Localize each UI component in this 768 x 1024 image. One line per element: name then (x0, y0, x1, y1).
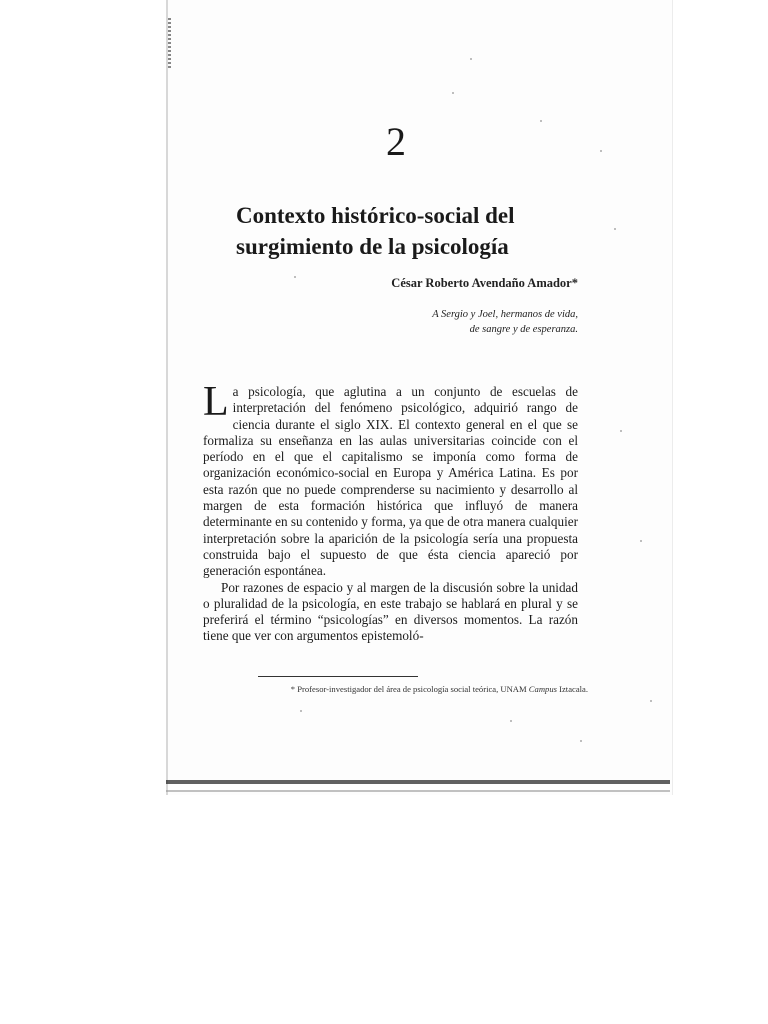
dedication-line-1: A Sergio y Joel, hermanos de vida, (432, 309, 578, 320)
scan-speck (580, 740, 582, 742)
scan-speck (452, 92, 454, 94)
dedication (360, 307, 578, 337)
chapter-number: 2 (386, 119, 406, 164)
chapter-title (236, 200, 596, 262)
scan-speck (640, 540, 642, 542)
chapter-title-line-1: Contexto histórico-social del (236, 203, 515, 228)
scan-speck (300, 710, 302, 712)
footnote-text: * Profesor-investigador del área de psicología social teórica, UNAM (290, 684, 529, 694)
scan-speck (294, 276, 296, 278)
binding-shadow (168, 18, 171, 70)
drop-cap: L (203, 379, 229, 425)
paragraph-2: Por razones de espacio y al margen de la discusión sobre la unidad o pluralidad de la psicología, en este trabajo se hablará en plural y se preferirá el término “psicologías” en diversos momentos. La razón tiene que ver con argumentos epistemoló- (203, 579, 578, 644)
page-bottom-edge (166, 780, 670, 784)
page-bottom-shadow (166, 790, 670, 792)
paragraph-1-text: a psicología, que aglutina a un conjunto de escuelas de interpretación del fenómeno psicológico, adquirió rango de ciencia durante el siglo XIX. El contexto general en el que se formaliza su enseñanza en las aulas universitarias coincide con el período en el que el capitalismo se imponía como forma de organización económico-social en Europa y América Latina. Es por esta razón que no puede comprenderse su nacimiento y desarrollo al margen de esta formación histórica que influyó de manera determinante en su contenido y forma, ya que de otra manera cualquier interpretación sobre la aparición de la psicología sería una propuesta construida bajo el supuesto de que ésta ciencia apareció por generación espontánea. (203, 384, 578, 579)
scan-speck (470, 58, 472, 60)
footnote (228, 684, 588, 694)
chapter-title-line-2: surgimiento de la psicología (236, 234, 509, 259)
author-name: César Roberto Avendaño Amador* (391, 276, 578, 290)
paragraph-1 (203, 379, 578, 580)
scan-speck (540, 120, 542, 122)
scan-speck (510, 720, 512, 722)
scan-speck (650, 700, 652, 702)
footnote-rule (258, 676, 418, 677)
scan-speck (620, 430, 622, 432)
footnote-end: Iztacala. (556, 684, 588, 694)
footnote-italic: Campus (528, 684, 557, 694)
scan-speck (600, 150, 602, 152)
scan-speck (614, 228, 616, 230)
dedication-line-2: de sangre y de esperanza. (469, 324, 578, 335)
body-text (203, 379, 578, 645)
